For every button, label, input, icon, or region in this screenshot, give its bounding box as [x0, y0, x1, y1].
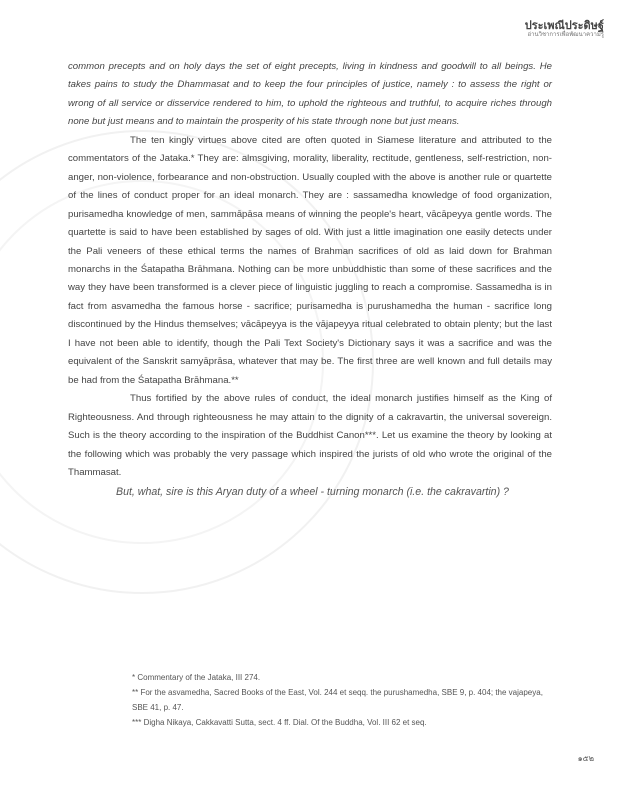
- paragraph-fortified: Thus fortified by the above rules of conduct, the ideal monarch justifies himself as the King of Righteousness. And through righteousness he may attain to the dignity of a cakravartin, the universal sovereign. Such is the theory according to the inspiration of the Buddhist Canon***. Let us examine the theory by looking at the following which was probably the very passage which inspired the jurists of old who wrote the original of the Thammasat.: [68, 393, 552, 478]
- running-header: [525, 20, 604, 39]
- page-number: ๑๕๒: [577, 754, 594, 763]
- block-quote: But, what, sire is this Aryan duty of a wheel - turning monarch (i.e. the cakravartin) ?: [116, 486, 509, 499]
- footnote-1: * Commentary of the Jataka, III 274.: [132, 673, 261, 682]
- paragraph-intro: common precepts and on holy days the set of eight precepts, living in kindness and goodwill to all beings. He takes pains to study the Dhammasat and to keep the four principles of justice, namely : to assess the right or wrong of all service or disservice rendered to him, to uphold the righteous and truthful, to acquire riches through none but just means and to maintain the prosperity of his state through none but just means.: [68, 61, 552, 128]
- header-subtitle: อ่านวิชาการเพื่อพัฒนาความรู้: [527, 32, 604, 39]
- footnote-3: *** Digha Nikaya, Cakkavatti Sutta, sect. 4 ff. Dial. Of the Buddha, Vol. III 62 et seq.: [132, 718, 427, 727]
- header-title: ประเพณีประดิษฐ์: [524, 20, 604, 32]
- paragraph-kingly-virtues: The ten kingly virtues above cited are often quoted in Siamese literature and attributed to the commentators of the Jataka.* They are: almsgiving, morality, liberality, rectitude, gentleness, self-restriction, non-anger, non-violence, forbearance and non-obstruction. Usually coupled with the above is another rule or quartette of the lines of conduct proper for an ideal monarch. They are : sassamedha knowledge of food organization, purisamedha knowledge of men, sammāpāsa means of winning the people's heart, vācāpeyya gentle words. The quartette is said to have been established by sages of old. With just a little imagination one easily detects under the Pali veneers of these ethical terms the names of Brahman sacrifices of old as laid down for Brahman monarchs in the Śatapatha Brāhmana. Nothing can be more unbuddhistic than some of these sacrifices and the way they have been transformed is a clever piece of linguistic juggling to reach a compromise. Sassamedha is in fact from asvamedha the famous horse - sacrifice; purisamedha is purushamedha the human - sacrifice long discontinued by the Hindus themselves; vācāpeyya is the vājapeyya ritual celebrated to obtain plenty; but the last I have not been able to identify, though the Pali Text Society's Dictionary says it was a sacrifice and was the equivalent of the Sanskrit samyāprāsa, whatever that may be. The first three are well known and full details may be had from the Śatapatha Brāhmana.**: [68, 134, 552, 386]
- page-body: [68, 58, 552, 502]
- footnotes: [132, 670, 556, 730]
- footnote-2: ** For the asvamedha, Sacred Books of the East, Vol. 244 et seqq. the purushamedha, SBE 9, p. 404; the vajapeya, SBE 41, p. 47.: [132, 688, 543, 712]
